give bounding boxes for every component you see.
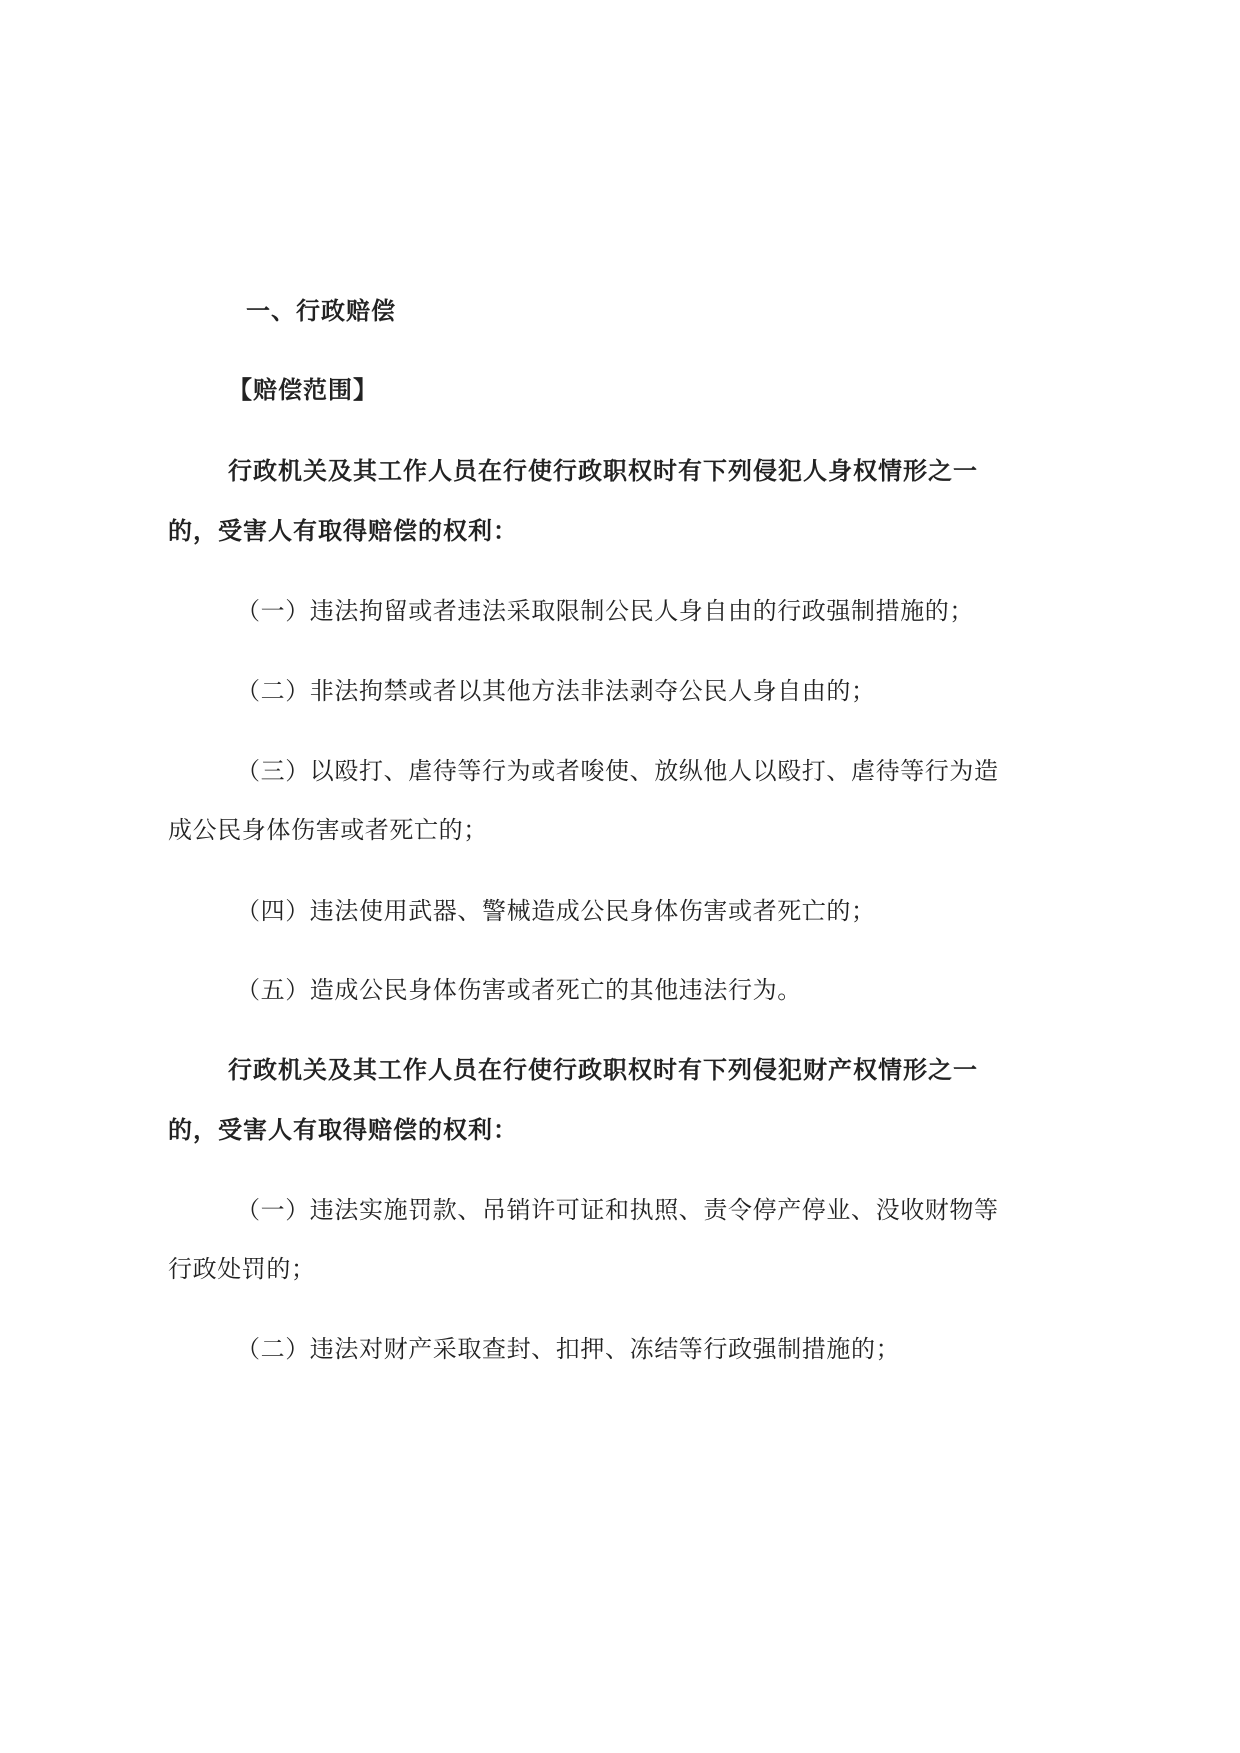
personal-item-3-line1: （三）以殴打、虐待等行为或者唆使、放纵他人以殴打、虐待等行为造 — [236, 757, 999, 785]
property-rights-intro-line1: 行政机关及其工作人员在行使行政职权时有下列侵犯财产权情形之一 — [228, 1056, 978, 1084]
personal-rights-intro-line2: 的，受害人有取得赔偿的权利： — [168, 517, 518, 545]
property-rights-intro-line2: 的，受害人有取得赔偿的权利： — [168, 1116, 518, 1144]
personal-item-3-line2: 成公民身体伤害或者死亡的； — [168, 816, 488, 844]
subheading-compensation-scope: 【赔偿范围】 — [228, 376, 378, 404]
personal-item-1: （一）违法拘留或者违法采取限制公民人身自由的行政强制措施的； — [236, 597, 974, 625]
property-item-2: （二）违法对财产采取查封、扣押、冻结等行政强制措施的； — [236, 1335, 901, 1363]
personal-item-2: （二）非法拘禁或者以其他方法非法剥夺公民人身自由的； — [236, 677, 876, 705]
personal-item-4: （四）违法使用武器、警械造成公民身体伤害或者死亡的； — [236, 897, 876, 925]
personal-item-5: （五）造成公民身体伤害或者死亡的其他违法行为。 — [236, 976, 802, 1004]
personal-rights-intro-line1: 行政机关及其工作人员在行使行政职权时有下列侵犯人身权情形之一 — [228, 457, 978, 485]
section-heading: 一、行政赔偿 — [246, 297, 396, 325]
property-item-1-line2: 行政处罚的； — [168, 1255, 316, 1283]
property-item-1-line1: （一）违法实施罚款、吊销许可证和执照、责令停产停业、没收财物等 — [236, 1196, 999, 1224]
